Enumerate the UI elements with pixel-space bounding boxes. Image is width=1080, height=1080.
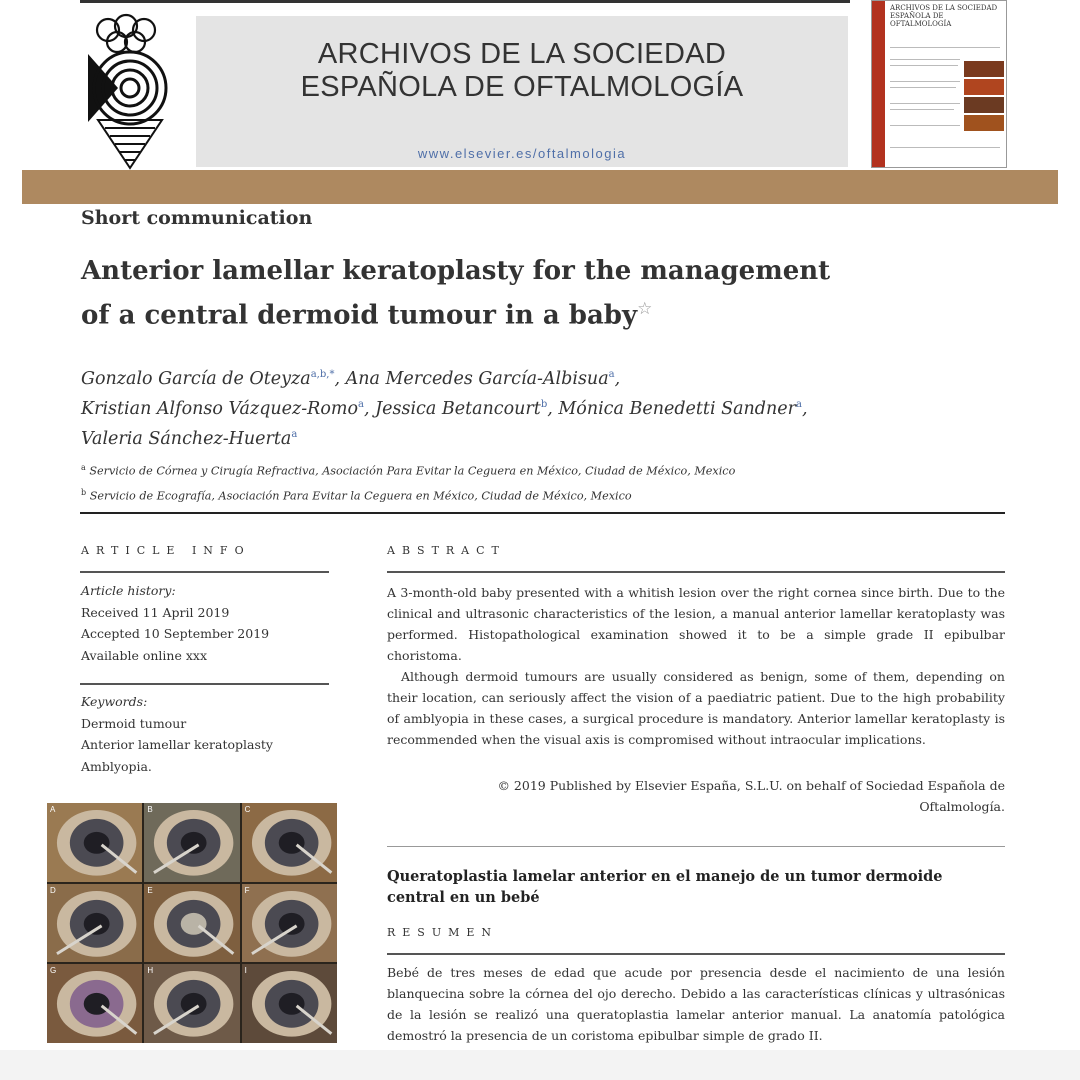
eye-photo-icon (144, 884, 239, 963)
article-info-heading: ARTICLE INFO (81, 544, 251, 557)
cover-image (964, 79, 1004, 95)
figure-panel (242, 884, 337, 963)
surgical-figure (47, 803, 337, 1043)
figure-panel-label: B (147, 805, 153, 814)
eye-photo-icon (242, 884, 337, 963)
author-affiliation-mark[interactable]: a,b,* (310, 369, 335, 380)
keywords-label: Keywords: (81, 694, 148, 709)
spanish-divider (387, 846, 1005, 847)
accepted-date: Accepted 10 September 2019 (81, 626, 270, 641)
author-name: Mónica Benedetti Sandner (558, 398, 796, 419)
author-affiliation-mark[interactable]: a (796, 398, 802, 410)
section-type: Short communication (81, 207, 313, 229)
figure-panel-label: G (50, 966, 57, 976)
journal-title (196, 38, 848, 104)
cover-text-line (890, 109, 954, 110)
article-info-rule (80, 571, 329, 573)
top-rule (80, 0, 850, 3)
eye-photo-icon (144, 964, 239, 1043)
copyright-notice (460, 775, 1005, 817)
affiliation-text: Servicio de Ecografía, Asociación Para Evitar la Ceguera en México, Ciudad de México, Mexico (89, 489, 632, 503)
author-affiliation-mark[interactable]: a (358, 398, 364, 410)
journal-url-link[interactable]: www.elsevier.es/oftalmologia (417, 146, 627, 161)
affiliation-mark: a (81, 463, 86, 472)
eye-photo-icon (47, 884, 142, 963)
cover-text-line (890, 65, 958, 66)
figure-panel-label: A (50, 805, 56, 814)
cover-title: ARCHIVOS DE LA SOCIEDAD ESPAÑOLA DE OFTALMOLOGÍA (890, 4, 998, 28)
cover-strip (872, 1, 885, 167)
figure-panel-label: C (244, 805, 251, 814)
spanish-title: Queratoplastia lamelar anterior en el manejo de un tumor dermoide central en un bebé (387, 868, 943, 906)
resumen-rule (387, 953, 1005, 955)
article-title (81, 252, 961, 335)
keyword-item: Amblyopia. (81, 758, 152, 774)
author-separator: , (334, 368, 346, 389)
abstract-paragraph: A 3-month-old baby presented with a whitish lesion over the right cornea since birth. Due to the clinical and ultrasonic characteristics of the lesion, a manual anterior lamellar keratoplasty was performed. Histopathological examination showed it to be a simple grade II epibulbar choristoma. (387, 585, 1005, 663)
article-title-line2-text: of a central dermoid tumour in a baby (81, 300, 638, 331)
journal-cover-thumbnail (871, 0, 1007, 168)
author-name: Gonzalo García de Oteyza (81, 368, 311, 389)
keyword-item: Anterior lamellar keratoplasty (81, 737, 273, 752)
keyword-item: Dermoid tumour (81, 715, 187, 731)
figure-panel (47, 964, 142, 1043)
eye-photo-icon (242, 803, 337, 882)
main-divider (80, 512, 1005, 514)
abstract-paragraph: Although dermoid tumours are usually considered as benign, some of them, depending on their location, can seriously affect the vision of a paediatric patient. Due to the high probability of amblyopia in these cases, a surgical procedure is mandatory. Anterior lamellar keratoplasty is recommended when the visual axis is compromised without intraocular implications. (387, 669, 1005, 747)
cover-rule (890, 47, 1000, 48)
cover-image (964, 97, 1004, 113)
article-title-line1: Anterior lamellar keratoplasty for the management (81, 256, 831, 286)
figure-panel-label: F (244, 885, 250, 895)
author-line (81, 422, 1001, 452)
affiliation-text: Servicio de Córnea y Cirugía Refractiva, Asociación Para Evitar la Ceguera en México, Ciudad de México, Mexico (89, 464, 736, 478)
copyright-line2: Oftalmología. (919, 799, 1005, 814)
author-line (81, 392, 1001, 422)
eye-photo-icon (47, 803, 142, 882)
history-label: Article history: (81, 583, 176, 598)
keywords-rule (80, 683, 329, 685)
author-name: Ana Mercedes García-Albisua (345, 368, 609, 389)
figure-panel (242, 803, 337, 882)
figure-panel (47, 803, 142, 882)
affiliations (81, 457, 1001, 506)
abstract-body (387, 582, 1005, 750)
title-footnote-star[interactable]: ☆ (637, 299, 653, 319)
figure-panel (144, 884, 239, 963)
author-separator: , (614, 368, 621, 389)
keywords-block (81, 691, 331, 777)
abstract-heading: ABSTRACT (387, 544, 506, 557)
figure-panel (144, 803, 239, 882)
author-affiliation-mark[interactable]: a (608, 369, 615, 380)
cover-text-line (890, 125, 960, 126)
journal-title-line1: ARCHIVOS DE LA SOCIEDAD (317, 38, 727, 70)
author-separator: , (801, 398, 808, 419)
author-affiliation-mark[interactable]: a (291, 428, 298, 440)
copyright-line1: © 2019 Published by Elsevier España, S.L.U. on behalf of Sociedad Española de (497, 778, 1005, 793)
author-separator: , (363, 398, 376, 419)
eye-photo-icon (144, 803, 239, 882)
figure-panel (47, 884, 142, 963)
received-date: Received 11 April 2019 (81, 604, 230, 620)
author-name: Kristian Alfonso Vázquez-Romo (81, 398, 359, 419)
author-name: Valeria Sánchez-Huerta (81, 428, 292, 449)
author-list (81, 362, 1001, 451)
cover-image (964, 115, 1004, 131)
society-logo-icon (78, 12, 174, 170)
figure-panel-label: I (244, 966, 247, 976)
author-affiliation-mark[interactable]: b (540, 398, 548, 410)
cover-text-line (890, 103, 960, 104)
cover-text-line (890, 87, 956, 88)
figure-panel-label: E (147, 885, 153, 895)
article-history (81, 580, 331, 666)
online-date: Available online xxx (81, 647, 207, 663)
figure-panel (144, 964, 239, 1043)
eye-photo-icon (242, 964, 337, 1043)
article-title-line2 (81, 290, 961, 335)
affiliation-item (81, 482, 1001, 507)
cover-text-line (890, 147, 1000, 148)
cover-text-line (890, 81, 960, 82)
cover-text-line (890, 59, 960, 60)
page-bottom-margin (0, 1050, 1080, 1080)
brown-header-bar (22, 170, 1058, 204)
cover-image (964, 61, 1004, 77)
affiliation-item (81, 457, 1001, 482)
author-separator: , (547, 398, 559, 419)
author-name: Jessica Betancourt (375, 398, 541, 419)
author-line (81, 362, 1001, 392)
journal-title-line2: ESPAÑOLA DE OFTALMOLOGÍA (300, 71, 744, 103)
affiliation-mark: b (81, 487, 87, 497)
eye-photo-icon (47, 964, 142, 1043)
figure-panel-label: D (50, 885, 56, 895)
figure-panel (242, 964, 337, 1043)
resumen-heading: RESUMEN (387, 926, 499, 939)
abstract-rule (387, 571, 1005, 573)
journal-banner (196, 16, 848, 167)
resumen-body: Bebé de tres meses de edad que acude por presencia desde el nacimiento de una lesión blanquecina sobre la córnea del ojo derecho. Debido a las características clínicas y ultrasónicas de la lesión se realizó una queratoplastia lamelar anterior manual. La anatomía patológica demostró la presencia de un coristoma epibulbar simple de grado II. (387, 965, 1005, 1043)
figure-panel-label: H (147, 966, 154, 976)
